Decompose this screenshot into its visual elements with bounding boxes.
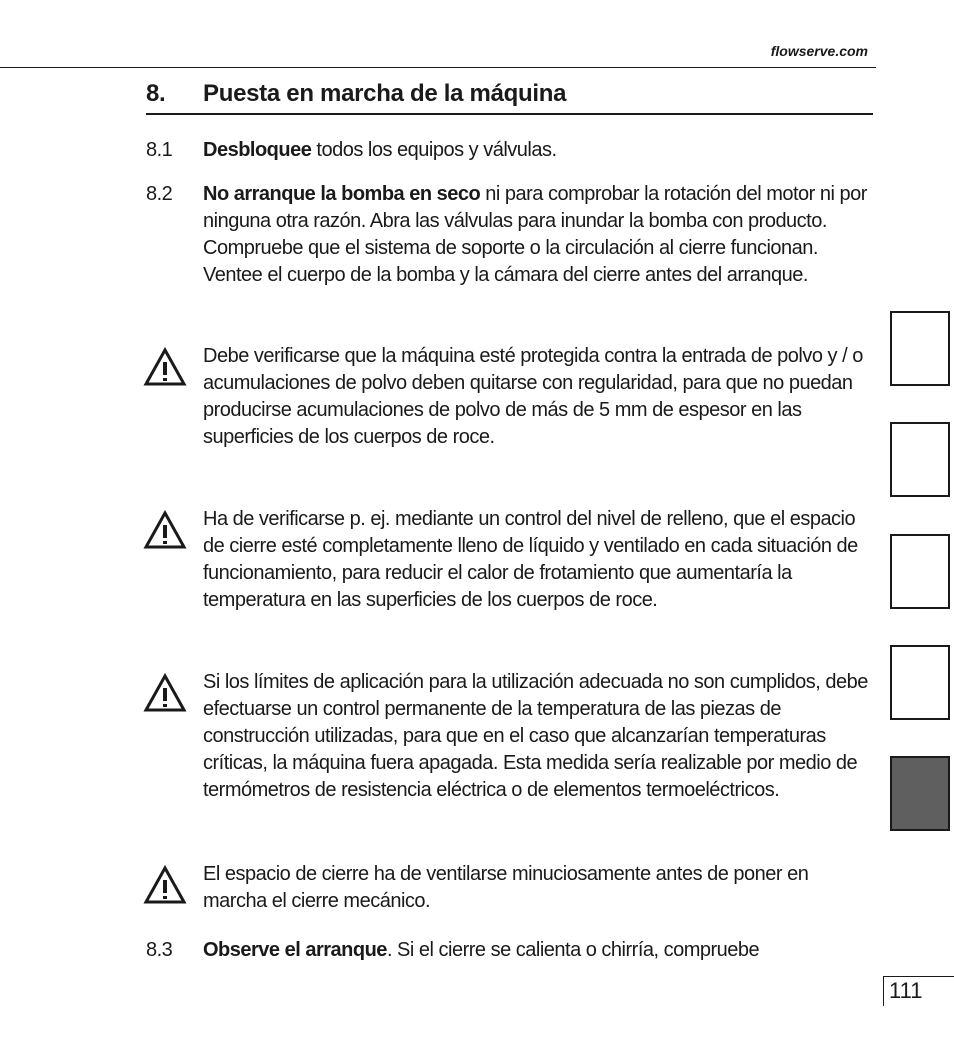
warning-triangle-icon — [143, 673, 187, 713]
page-number: 111 — [889, 978, 923, 1003]
step-8-2 — [146, 181, 876, 289]
warning-triangle-icon — [143, 510, 187, 550]
section-tab-3[interactable] — [890, 534, 950, 609]
warning-block — [143, 669, 876, 804]
section-title — [146, 80, 872, 108]
warning-block — [143, 506, 876, 614]
step-number: 8.1 — [146, 139, 173, 161]
warning-text: Ha de verificarse p. ej. mediante un control del nivel de relleno, que el espacio de cierre esté completamente lleno de líquido y ventilado en cada situación de funcionamiento, para reducir el calor de frotamiento que aumentaría la temperatura en las superficies de los cuerpos de roce. — [203, 508, 858, 611]
step-number: 8.2 — [146, 183, 173, 205]
warning-triangle-icon — [143, 347, 187, 387]
warning-triangle-icon — [143, 865, 187, 905]
step-emphasis: Observe el arranque — [203, 939, 387, 961]
step-8-3 — [146, 937, 876, 964]
step-emphasis: No arranque la bomba en seco — [203, 183, 481, 205]
header-url: flowserve.com — [770, 43, 868, 59]
warning-text: Debe verificarse que la máquina esté protegida contra la entrada de polvo y / o acumulaciones de polvo deben quitarse con regularidad, para que no puedan producirse acumulaciones de polvo de más de 5 mm de espesor en las superficies de los cuerpos de roce. — [203, 345, 863, 448]
section-number: 8. — [146, 80, 166, 107]
step-text: ni para comprobar la rotación del motor ni por ninguna otra razón. Abra las válvulas para inundar la bomba con producto. Compruebe que el sistema de soporte o la circulación al cierre funcionan. Ventee el cuerpo de la bomba y la cámara del cierre antes del arranque. — [203, 183, 867, 286]
title-rule — [146, 113, 873, 115]
section-tab-4[interactable] — [890, 645, 950, 720]
section-tab-2[interactable] — [890, 422, 950, 497]
section-title-text: Puesta en marcha de la máquina — [203, 80, 567, 107]
step-text: todos los equipos y válvulas. — [311, 139, 557, 161]
warning-block — [143, 861, 876, 915]
header-rule — [0, 67, 876, 68]
section-tab-1[interactable] — [890, 311, 950, 386]
step-number: 8.3 — [146, 939, 173, 961]
warning-block — [143, 343, 876, 451]
warning-text: El espacio de cierre ha de ventilarse minuciosamente antes de poner en marcha el cierre mecánico. — [203, 863, 809, 912]
section-tab-5-active[interactable] — [890, 756, 950, 831]
step-emphasis: Desbloquee — [203, 139, 312, 161]
step-8-1 — [146, 137, 876, 164]
warning-text: Si los límites de aplicación para la utilización adecuada no son cumplidos, debe efectuarse un control permanente de la temperatura de las piezas de construcción utilizadas, para que en el caso que alcanzarían temperaturas críticas, la máquina fuera apagada. Esta medida sería realizable por medio de termómetros de resistencia eléctrica o de elementos termoeléctricos. — [203, 671, 868, 801]
step-text: . Si el cierre se calienta o chirría, compruebe — [386, 939, 760, 961]
